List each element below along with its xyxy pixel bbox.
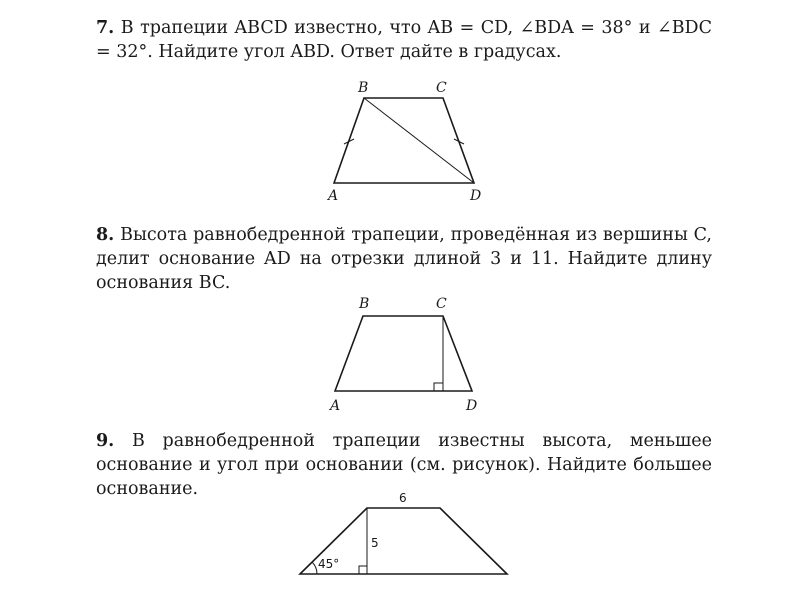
problem-9-number: 9. <box>96 431 115 451</box>
figure-9-trapezoid <box>295 488 515 583</box>
label-a: A <box>328 188 339 204</box>
label-angle: 45° <box>318 557 340 571</box>
label-a: A <box>330 398 341 414</box>
problem-9-statement: В равнобедренной трапеции известны высота, меньшее основание и угол при основании (см. рисунок). Найдите большее основание. <box>96 431 712 499</box>
problem-8-statement: Высота равнобедренной трапеции, проведённая из вершины C, делит основание AD на отрезки длиной 3 и 11. Найдите длину основания BC. <box>96 225 712 293</box>
problem-8-text <box>96 223 712 295</box>
label-d: D <box>470 188 482 204</box>
label-top-base: 6 <box>399 491 407 505</box>
trapezoid-abcd <box>334 98 474 183</box>
trapezoid-abcd <box>335 316 472 391</box>
figure-7-trapezoid <box>320 75 490 210</box>
label-d: D <box>466 398 478 414</box>
right-angle-mark <box>359 566 367 574</box>
label-c: C <box>436 296 447 312</box>
label-c: C <box>436 80 447 96</box>
problem-8-number: 8. <box>96 225 115 245</box>
angle-arc <box>312 562 317 574</box>
label-b: B <box>359 296 370 312</box>
figure-8-trapezoid <box>322 292 492 417</box>
problem-7-number: 7. <box>96 18 115 38</box>
right-angle-mark <box>434 383 443 391</box>
problem-7-statement: В трапеции ABCD известно, что AB = CD, ∠BDA = 38° и ∠BDC = 32°. Найдите угол ABD. Ответ дайте в градусах. <box>96 18 712 62</box>
problem-7-text <box>96 16 712 64</box>
label-b: B <box>358 80 369 96</box>
label-height: 5 <box>371 536 379 550</box>
